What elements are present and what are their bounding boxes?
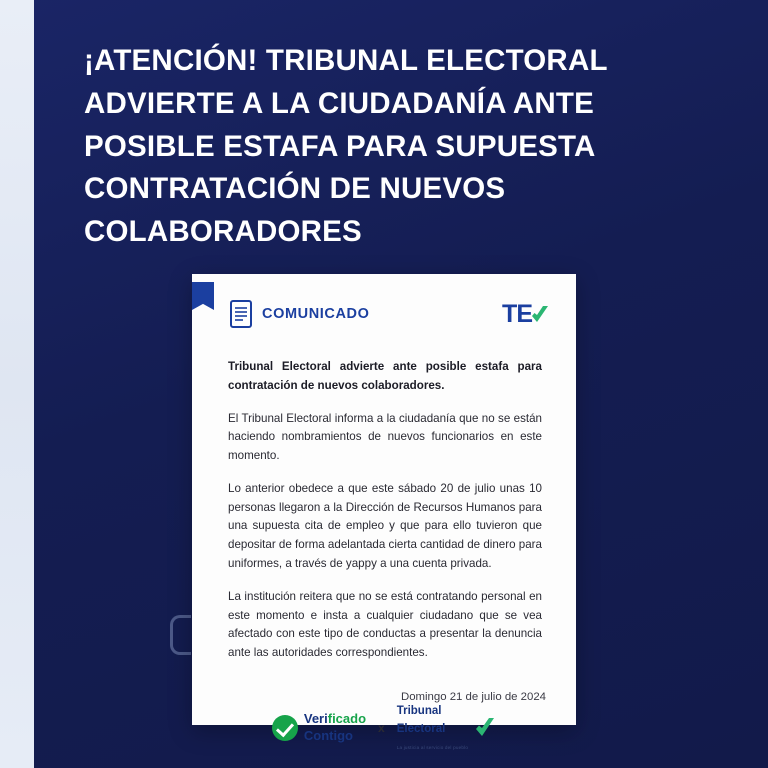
footer-inner: [272, 701, 496, 754]
communique-lead: Tribunal Electoral advierte ante posible estafa para contratación de nuevos colaboradores.: [228, 360, 542, 392]
footer-logos: [0, 701, 768, 754]
communique-paragraph: La institución reitera que no se está contratando personal en este momento e insta a cualquier ciudadano que se vea afectado con este tipo de conductas a presentar la denuncia ante las autoridades correspondientes.: [228, 589, 542, 660]
document-icon: [230, 300, 252, 328]
green-check-icon: [530, 305, 550, 325]
verificado-contigo-logo: [272, 711, 366, 745]
verificado-line1: [304, 711, 366, 726]
decorative-left-strip: [0, 0, 34, 768]
communique-card: [192, 274, 576, 725]
communique-header-left: [230, 300, 370, 328]
communique-header: [192, 274, 576, 328]
green-check-icon: [474, 716, 496, 740]
te-logo-text: TE: [502, 299, 532, 328]
verificado-line2: Contigo: [303, 727, 353, 743]
tribunal-line1: Tribunal: [396, 705, 442, 718]
communique-date: Domingo 21 de julio de 2024: [400, 690, 546, 703]
tribunal-line2: Electoral: [396, 722, 446, 735]
tribunal-electoral-footer-text: [397, 701, 468, 754]
verified-check-icon: [272, 715, 298, 741]
tribunal-electoral-logo: [502, 299, 550, 328]
communique-body: [192, 328, 576, 663]
logo-separator: x: [378, 720, 385, 735]
tribunal-tagline: La justicia al servicio del pueblo: [396, 745, 469, 751]
communique-card-wrapper: [192, 274, 576, 725]
communique-paragraph: Lo anterior obedece a que este sábado 20 de julio unas 10 personas llegaron a la Dirección de Recursos Humanos para una supuesta cita de empleo y que para ello tuvieron que depositar de forma adelantada cierta cantidad de dinero para uniformes, a través de yappy a una cuenta privada.: [228, 481, 542, 571]
verificado-prefix: Veri: [303, 710, 328, 726]
verificado-contigo-text: [304, 711, 366, 745]
tribunal-electoral-footer-logo: [397, 701, 496, 754]
communique-paragraph: El Tribunal Electoral informa a la ciudadanía que no se están haciendo nombramientos de nuevos funcionarios en este momento.: [228, 411, 542, 463]
page-title: ¡ATENCIÓN! TRIBUNAL ELECTORAL ADVIERTE A LA CIUDADANÍA ANTE POSIBLE ESTAFA PARA SUPUESTA CONTRATACIÓN DE NUEVOS COLABORADORES: [84, 44, 608, 249]
communique-label: COMUNICADO: [262, 306, 370, 322]
decorative-bracket: [170, 615, 191, 655]
verificado-suffix: ficado: [327, 710, 367, 726]
